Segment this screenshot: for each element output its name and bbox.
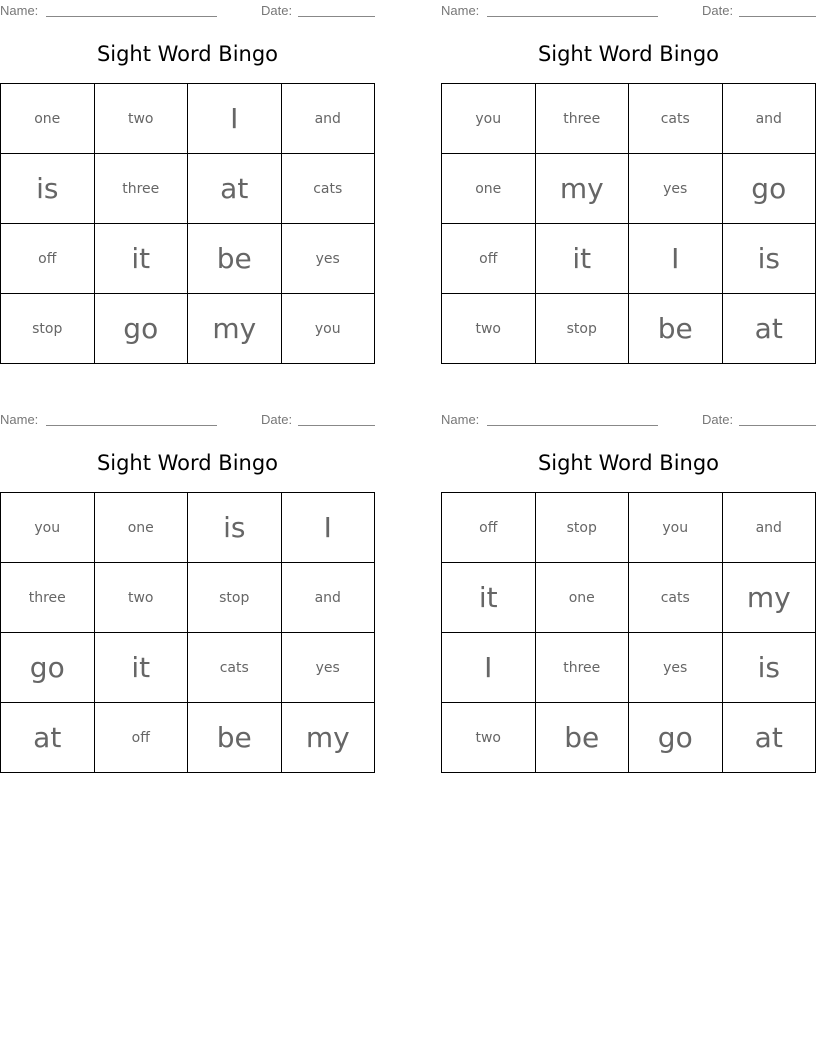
bingo-grid <box>441 492 816 773</box>
bingo-grid <box>0 492 375 773</box>
bingo-cell: be <box>188 703 282 773</box>
date-line <box>739 16 816 17</box>
grid-row <box>442 493 816 563</box>
bingo-grid <box>0 83 375 364</box>
name-date-header <box>441 412 816 428</box>
date-label: Date: <box>261 3 293 18</box>
grid-row <box>442 154 816 224</box>
bingo-cell: and <box>281 84 375 154</box>
bingo-cell: is <box>722 633 816 703</box>
bingo-cell: I <box>188 84 282 154</box>
bingo-cell: stop <box>535 493 629 563</box>
bingo-cell: be <box>535 703 629 773</box>
bingo-cell: is <box>188 493 282 563</box>
name-line <box>487 16 658 17</box>
bingo-cell: you <box>1 493 95 563</box>
bingo-cell: one <box>442 154 536 224</box>
card-title: Sight Word Bingo <box>96 451 279 475</box>
bingo-cell: cats <box>629 84 723 154</box>
bingo-cell: two <box>94 563 188 633</box>
card-title: Sight Word Bingo <box>96 42 279 66</box>
bingo-cell: my <box>188 294 282 364</box>
bingo-cell: be <box>188 224 282 294</box>
bingo-cell: stop <box>188 563 282 633</box>
date-line <box>739 425 816 426</box>
grid-row <box>1 633 375 703</box>
bingo-cell: cats <box>188 633 282 703</box>
bingo-cell: two <box>442 294 536 364</box>
bingo-cell: off <box>442 493 536 563</box>
bingo-cell: two <box>94 84 188 154</box>
grid-row <box>442 294 816 364</box>
bingo-cell: you <box>442 84 536 154</box>
bingo-grid <box>441 83 816 364</box>
bingo-cell: and <box>722 84 816 154</box>
bingo-cell: and <box>722 493 816 563</box>
bingo-cell: stop <box>1 294 95 364</box>
bingo-cell: my <box>535 154 629 224</box>
bingo-cell: stop <box>535 294 629 364</box>
grid-row <box>1 154 375 224</box>
bingo-cell: one <box>1 84 95 154</box>
date-label: Date: <box>702 3 734 18</box>
bingo-cell: at <box>722 703 816 773</box>
bingo-card <box>441 409 816 774</box>
name-label: Name: <box>441 3 480 18</box>
bingo-cell: three <box>535 84 629 154</box>
bingo-card <box>0 0 375 365</box>
grid-row <box>442 563 816 633</box>
grid-row <box>442 703 816 773</box>
name-label: Name: <box>0 3 39 18</box>
date-line <box>298 16 375 17</box>
bingo-cell: three <box>94 154 188 224</box>
grid-row <box>1 294 375 364</box>
grid-row <box>442 84 816 154</box>
bingo-cell: go <box>629 703 723 773</box>
bingo-cell: you <box>629 493 723 563</box>
bingo-cell: cats <box>629 563 723 633</box>
bingo-cell: yes <box>281 224 375 294</box>
bingo-cell: go <box>722 154 816 224</box>
bingo-cell: one <box>535 563 629 633</box>
bingo-cell: three <box>1 563 95 633</box>
bingo-cell: one <box>94 493 188 563</box>
name-date-header <box>441 3 816 19</box>
name-line <box>487 425 658 426</box>
bingo-cell: off <box>1 224 95 294</box>
bingo-cell: cats <box>281 154 375 224</box>
bingo-cell: go <box>1 633 95 703</box>
bingo-cell: my <box>281 703 375 773</box>
bingo-cell: it <box>94 224 188 294</box>
bingo-cell: is <box>1 154 95 224</box>
date-label: Date: <box>261 412 293 427</box>
bingo-card <box>0 409 375 774</box>
bingo-cell: I <box>442 633 536 703</box>
bingo-cell: yes <box>629 633 723 703</box>
bingo-cell: off <box>442 224 536 294</box>
bingo-cell: you <box>281 294 375 364</box>
bingo-cell: it <box>442 563 536 633</box>
bingo-cell: off <box>94 703 188 773</box>
bingo-cell: my <box>722 563 816 633</box>
bingo-cell: at <box>722 294 816 364</box>
name-date-header <box>0 3 375 19</box>
bingo-cell: I <box>629 224 723 294</box>
grid-row <box>442 224 816 294</box>
grid-row <box>1 224 375 294</box>
bingo-cell: at <box>1 703 95 773</box>
name-line <box>46 16 217 17</box>
name-date-header <box>0 412 375 428</box>
bingo-cell: I <box>281 493 375 563</box>
name-label: Name: <box>0 412 39 427</box>
grid-row <box>1 563 375 633</box>
grid-row <box>1 84 375 154</box>
bingo-cell: is <box>722 224 816 294</box>
card-title: Sight Word Bingo <box>537 42 720 66</box>
name-line <box>46 425 217 426</box>
bingo-cell: two <box>442 703 536 773</box>
name-label: Name: <box>441 412 480 427</box>
bingo-cell: yes <box>281 633 375 703</box>
bingo-cell: yes <box>629 154 723 224</box>
bingo-cell: three <box>535 633 629 703</box>
grid-row <box>1 703 375 773</box>
grid-row <box>442 633 816 703</box>
bingo-cell: it <box>94 633 188 703</box>
date-label: Date: <box>702 412 734 427</box>
bingo-cell: be <box>629 294 723 364</box>
bingo-cell: and <box>281 563 375 633</box>
card-title: Sight Word Bingo <box>537 451 720 475</box>
bingo-cell: go <box>94 294 188 364</box>
date-line <box>298 425 375 426</box>
bingo-cell: it <box>535 224 629 294</box>
grid-row <box>1 493 375 563</box>
bingo-cell: at <box>188 154 282 224</box>
bingo-card <box>441 0 816 365</box>
